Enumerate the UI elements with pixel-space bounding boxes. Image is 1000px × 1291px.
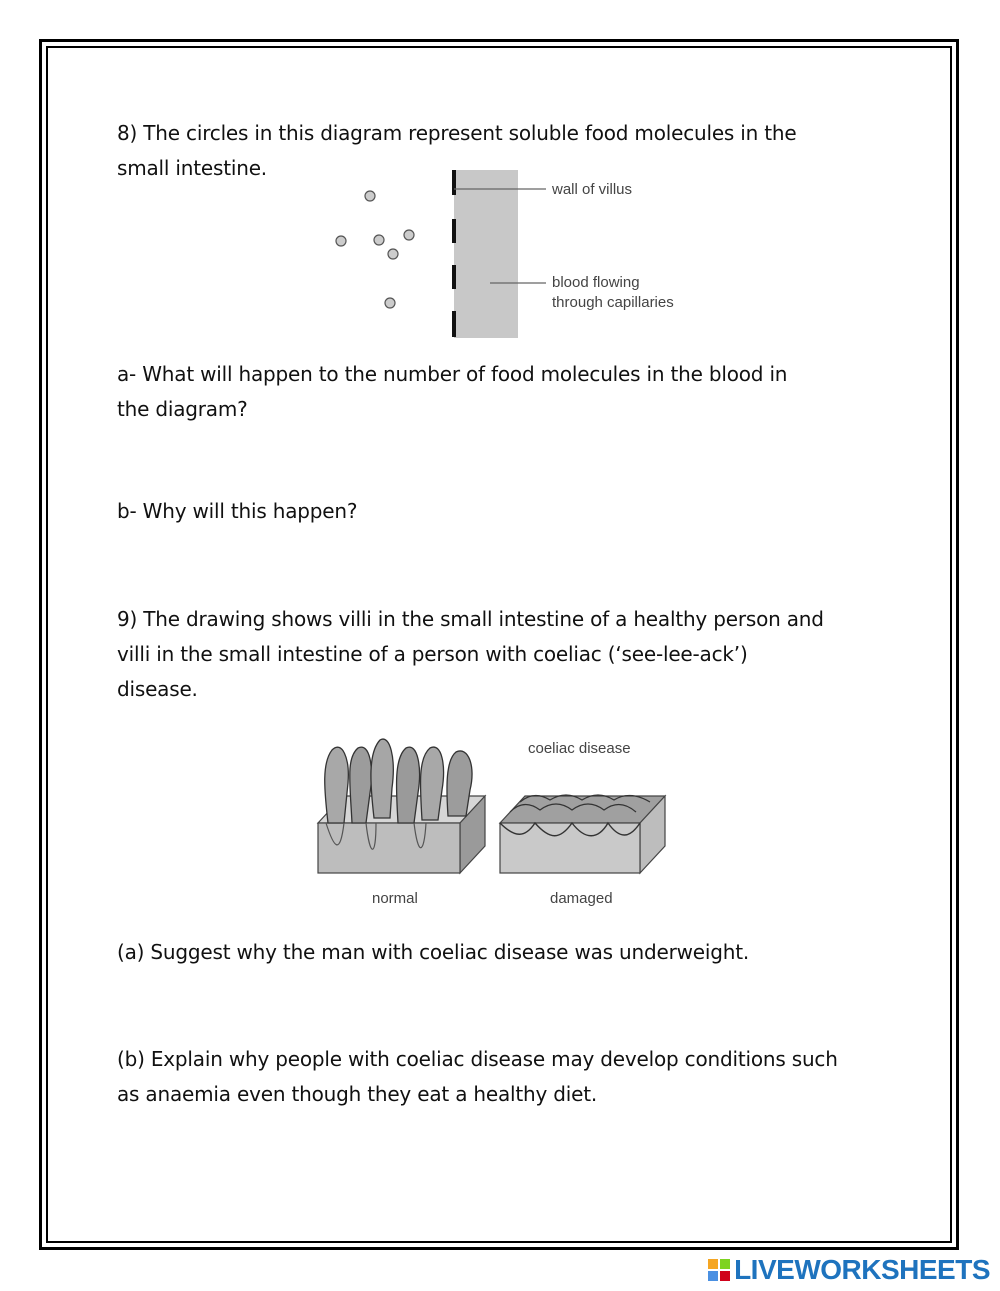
question-8-line-1: 8) The circles in this diagram represent soluble food molecules in the <box>117 121 797 145</box>
food-molecule <box>374 235 384 245</box>
food-molecule <box>385 298 395 308</box>
question-8-line-2: small intestine. <box>117 156 267 180</box>
liveworksheets-wordmark: LIVEWORKSHEETS <box>734 1254 990 1285</box>
question-9-text <box>117 602 897 707</box>
label-wall-of-villus: wall of villus <box>552 181 633 198</box>
food-molecule <box>404 230 414 240</box>
question-8b-line-1: b- Why will this happen? <box>117 499 358 523</box>
food-molecule <box>336 236 346 246</box>
question-8b-text <box>117 494 897 529</box>
capillary-blood-region <box>454 170 518 338</box>
liveworksheets-brand[interactable] <box>708 1252 990 1288</box>
villi-comparison-diagram <box>310 728 680 913</box>
question-9b-text <box>117 1042 897 1112</box>
villus-diffusion-diagram <box>320 165 720 345</box>
question-9a-text <box>117 935 897 970</box>
food-molecule <box>365 191 375 201</box>
label-normal: normal <box>372 890 418 907</box>
question-9-line-3: disease. <box>117 677 198 701</box>
question-8a-line-1: a- What will happen to the number of food molecules in the blood in <box>117 362 788 386</box>
question-9b-line-1: (b) Explain why people with coeliac disease may develop conditions such <box>117 1047 838 1071</box>
label-damaged: damaged <box>550 890 613 907</box>
food-molecule <box>388 249 398 259</box>
question-9-line-1: 9) The drawing shows villi in the small intestine of a healthy person and <box>117 607 824 631</box>
label-blood-flowing: blood flowing <box>552 274 640 291</box>
question-9b-line-2: as anaemia even though they eat a healthy diet. <box>117 1082 598 1106</box>
coeliac-villi-block <box>500 795 665 873</box>
normal-villi-block <box>318 739 485 873</box>
question-9-line-2: villi in the small intestine of a person with coeliac (‘see-lee-ack’) <box>117 642 748 666</box>
label-through-capillaries: through capillaries <box>552 294 674 311</box>
question-8a-text <box>117 357 897 427</box>
label-coeliac-disease: coeliac disease <box>528 740 631 757</box>
question-8a-line-2: the diagram? <box>117 397 248 421</box>
liveworksheets-logo-icon <box>708 1259 730 1281</box>
question-9a-line-1: (a) Suggest why the man with coeliac disease was underweight. <box>117 940 749 964</box>
